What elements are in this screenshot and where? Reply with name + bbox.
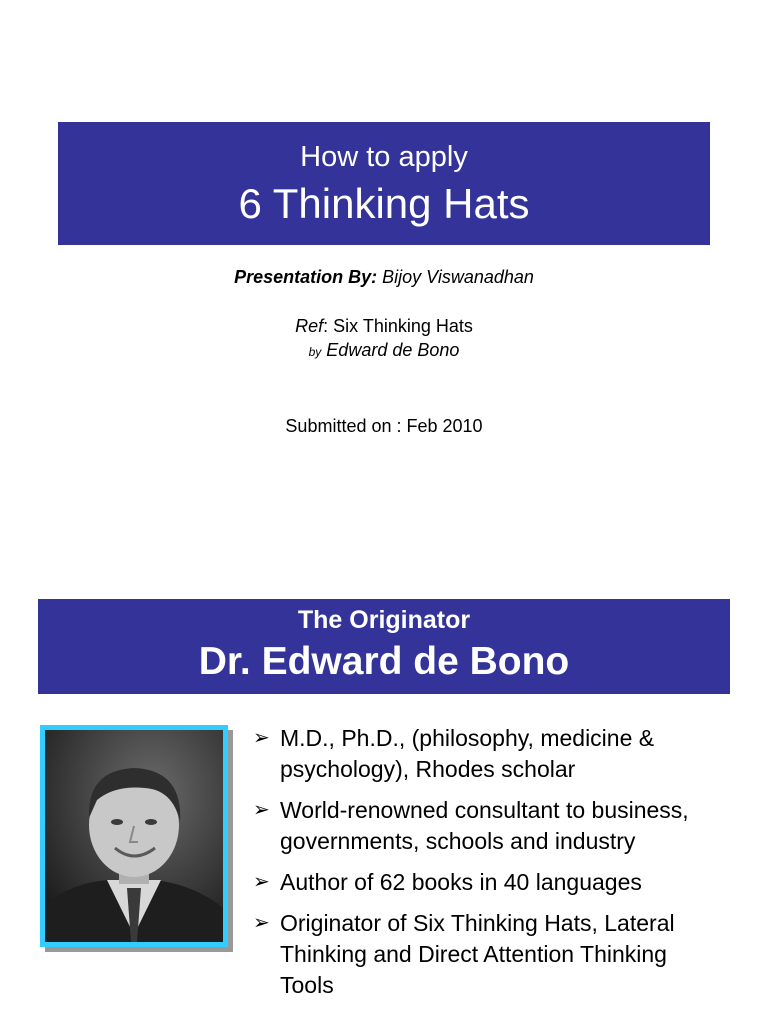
bio-bullet-list: [253, 723, 723, 1011]
by-label: by: [308, 345, 322, 359]
list-item: [253, 795, 723, 857]
title-banner: [58, 122, 710, 245]
originator-heading-2: Dr. Edward de Bono: [198, 640, 570, 683]
bullet-text: M.D., Ph.D., (philosophy, medicine & psychology), Rhodes scholar: [280, 725, 655, 782]
arrow-bullet-icon: ➢: [253, 799, 270, 821]
list-item: [253, 867, 723, 898]
arrow-bullet-icon: ➢: [253, 912, 270, 934]
presenter-name: Bijoy Viswanadhan: [382, 267, 534, 287]
reference-line: [0, 315, 768, 337]
author-name: Edward de Bono: [326, 340, 460, 360]
portrait-photo-icon: [45, 730, 223, 942]
photo-frame: [40, 725, 228, 947]
presenter-label: Presentation By:: [234, 267, 378, 287]
author-line: [0, 339, 768, 363]
ref-label: Ref: [295, 316, 324, 336]
bullet-text: Author of 62 books in 40 languages: [280, 869, 642, 895]
arrow-bullet-icon: ➢: [253, 727, 270, 749]
originator-heading-1: The Originator: [297, 606, 471, 634]
arrow-bullet-icon: ➢: [253, 871, 270, 893]
list-item: [253, 723, 723, 785]
presenter-line: [0, 266, 768, 288]
bullet-text: World-renowned consultant to business, governments, schools and industry: [280, 797, 689, 854]
ref-colon: :: [323, 316, 329, 336]
list-item: [253, 908, 723, 1001]
submitted-date: Submitted on : Feb 2010: [285, 416, 483, 436]
ref-title: Six Thinking Hats: [333, 316, 473, 336]
bullet-text: Originator of Six Thinking Hats, Lateral Thinking and Direct Attention Thinking Tools: [280, 910, 675, 998]
title-line-2: 6 Thinking Hats: [238, 180, 530, 227]
originator-banner: [38, 599, 730, 694]
title-line-1: How to apply: [300, 141, 468, 173]
